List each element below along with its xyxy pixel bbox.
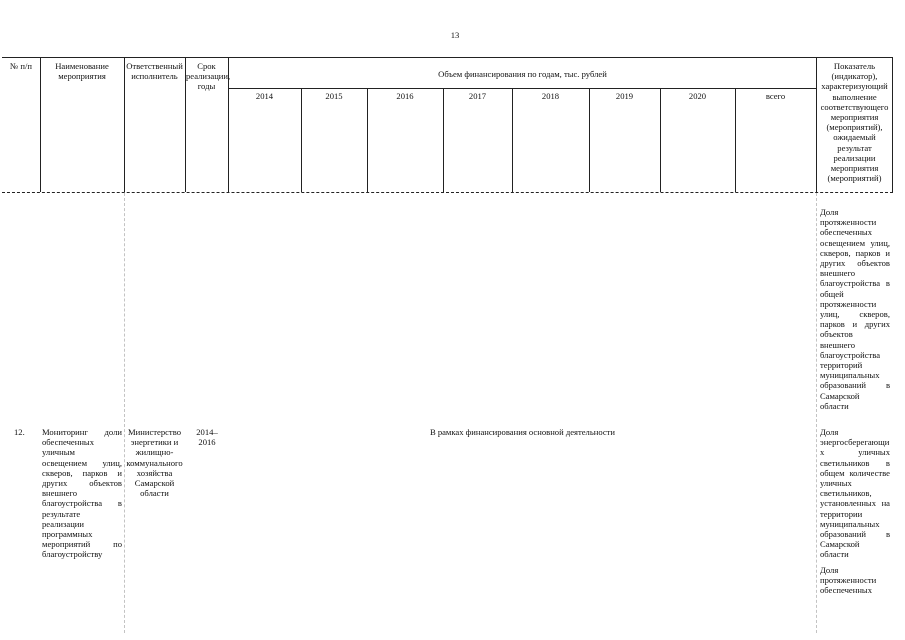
row-funding: В рамках финансирования основной деятельности: [429, 427, 616, 437]
header-year-2018: 2018: [541, 91, 560, 101]
header-period: Срок реализации, годы: [186, 61, 231, 92]
header-year-2014: 2014: [255, 91, 274, 101]
row-period: 2014–2016: [196, 427, 218, 448]
header-year-2015: 2015: [325, 91, 343, 101]
divider: [660, 88, 661, 192]
row-name: Мониторинг доли обеспеченных уличным освещением улиц, скверов, парков и других объектов внешнего благоустройства в результате реализации программных мероприятий по благоустройству: [42, 427, 122, 560]
header-total: всего: [765, 91, 786, 101]
header-name: Наименование мероприятия: [55, 61, 109, 82]
divider: [124, 57, 125, 192]
header-year-2016: 2016: [396, 91, 414, 101]
column-guide: [124, 193, 125, 633]
row-number: 12.: [14, 427, 25, 437]
header-funding: Объем финансирования по годам, тыс. рублей: [438, 69, 607, 79]
row-indicator-1: Доля энергосберегающих уличных светильников в общем количестве уличных светильников, установленных на территории муниципальных образований в Самарской области: [820, 427, 890, 560]
header-year-2019: 2019: [615, 91, 634, 101]
divider: [589, 88, 590, 192]
divider: [301, 88, 302, 192]
header-responsible: Ответственный исполнитель: [126, 61, 183, 82]
row-responsible: Министерство энергетики и жилищно-коммунального хозяйства Самарской области: [126, 427, 183, 499]
divider: [512, 88, 513, 192]
divider: [367, 88, 368, 192]
page-number: 13: [450, 30, 460, 40]
divider: [40, 57, 41, 192]
header-num: № п/п: [10, 61, 32, 71]
header-year-2020: 2020: [688, 91, 707, 101]
row-indicator-2: Доля протяженности обеспеченных: [820, 565, 877, 596]
divider: [892, 57, 893, 192]
table-top-border: [2, 57, 893, 58]
divider: [816, 57, 817, 192]
indicator-top: Доля протяженности обеспеченных освещением улиц, скверов, парков и других объектов внешнего благоустройства в общей протяженности улиц, скверов, парков и других объектов внешнего благоустройства территорий муниципальных образований в Самарской области: [820, 207, 890, 411]
divider: [735, 88, 736, 192]
years-row-border: [228, 88, 816, 89]
header-bottom-border: [2, 192, 893, 193]
divider: [443, 88, 444, 192]
header-year-2017: 2017: [468, 91, 487, 101]
column-guide: [816, 193, 817, 633]
header-indicator: Показатель (индикатор), характеризующий выполнение соответствующего мероприятия (мероприятий), ожидаемый результат реализации мероприятия (мероприятий): [820, 61, 889, 184]
